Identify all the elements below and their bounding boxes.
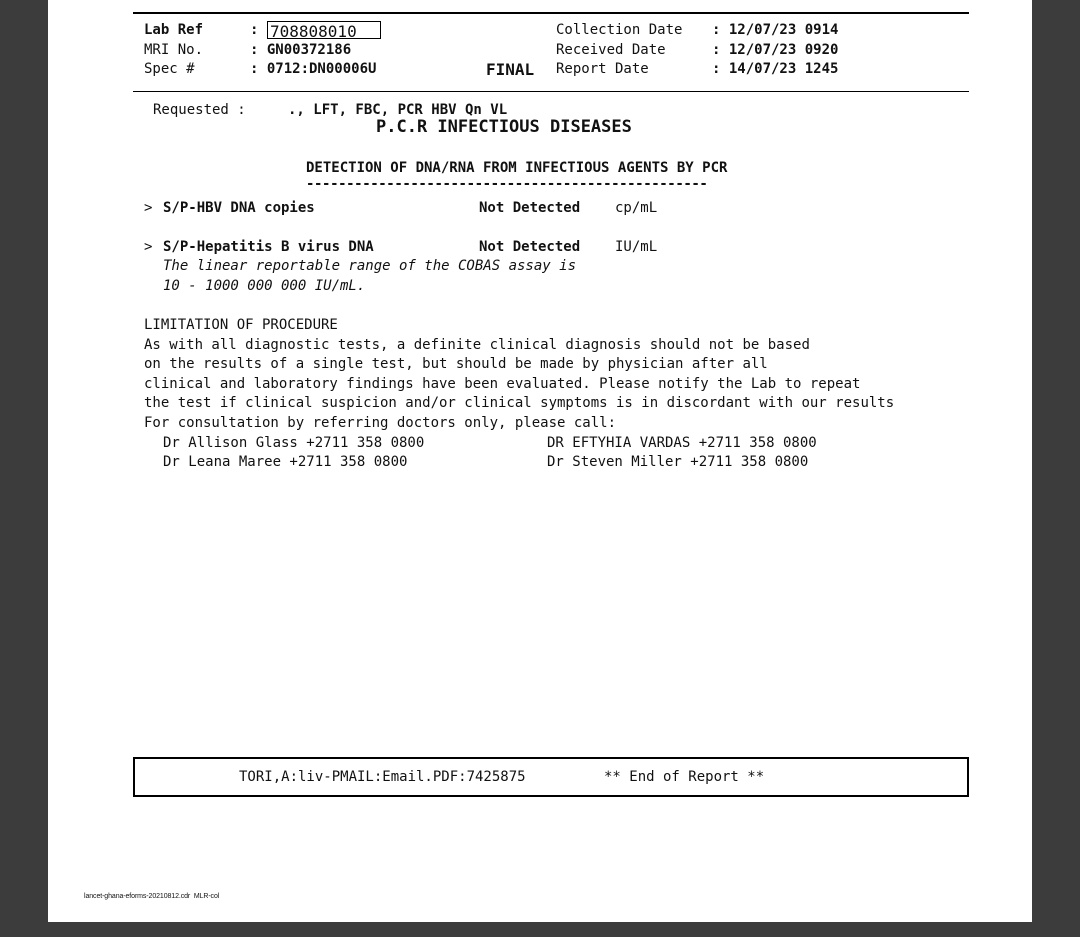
collection-date-value: : 12/07/23 0914 xyxy=(712,22,839,38)
section-title: P.C.R INFECTIOUS DISEASES xyxy=(376,117,632,137)
report-date-value: : 14/07/23 1245 xyxy=(712,61,839,77)
contact-entry: Dr Steven Miller +2711 358 0800 xyxy=(547,454,809,470)
footer-box xyxy=(133,757,969,797)
form-code: lancet-ghana-eforms-20210812.cdr MLR-col xyxy=(84,893,220,900)
requested-tests: ., LFT, FBC, PCR HBV Qn VL xyxy=(288,102,508,118)
limitation-line: As with all diagnostic tests, a definite clinical diagnosis should not be based xyxy=(144,337,810,353)
contact-entry: Dr Allison Glass +2711 358 0800 xyxy=(163,435,425,451)
range-note-line: 10 - 1000 000 000 IU/mL. xyxy=(163,278,366,294)
result-value: Not Detected xyxy=(479,239,581,255)
contact-entry: DR EFTYHIA VARDAS +2711 358 0800 xyxy=(547,435,817,451)
report-status: FINAL xyxy=(486,60,535,79)
result-marker: > xyxy=(144,239,153,255)
result-value: Not Detected xyxy=(479,200,581,216)
lab-ref-value: 708808010 xyxy=(270,22,357,41)
header-bottom-rule xyxy=(133,91,969,92)
lab-ref-box xyxy=(267,21,381,39)
range-note-line: The linear reportable range of the COBAS assay is xyxy=(163,258,577,274)
limitation-line: For consultation by referring doctors only, please call: xyxy=(144,415,617,431)
mri-label: MRI No. xyxy=(144,42,204,58)
delivery-info: TORI,A:liv-PMAIL:Email.PDF:7425875 xyxy=(239,769,526,785)
mri-value: : GN00372186 xyxy=(250,42,352,58)
report-page xyxy=(48,0,1032,922)
contact-entry: Dr Leana Maree +2711 358 0800 xyxy=(163,454,408,470)
limitation-line: on the results of a single test, but should be made by physician after all xyxy=(144,356,768,372)
requested-label: Requested : xyxy=(153,102,246,118)
report-date-label: Report Date xyxy=(556,61,649,77)
result-marker: > xyxy=(144,200,153,216)
lab-ref-colon: : xyxy=(250,22,259,38)
collection-date-label: Collection Date xyxy=(556,22,683,38)
result-name: S/P-Hepatitis B virus DNA xyxy=(163,239,374,255)
received-date-value: : 12/07/23 0920 xyxy=(712,42,839,58)
received-date-label: Received Date xyxy=(556,42,666,58)
limitation-heading: LIMITATION OF PROCEDURE xyxy=(144,317,338,333)
result-unit: cp/mL xyxy=(615,200,658,216)
pcr-subtitle-underline: -------------------------------------------------- xyxy=(306,176,708,192)
end-of-report: ** End of Report ** xyxy=(604,769,765,785)
pcr-subtitle: DETECTION OF DNA/RNA FROM INFECTIOUS AGENTS BY PCR xyxy=(306,160,728,176)
limitation-line: the test if clinical suspicion and/or clinical symptoms is in discordant with our results xyxy=(144,395,895,411)
result-unit: IU/mL xyxy=(615,239,658,255)
lab-ref-label: Lab Ref xyxy=(144,22,204,38)
limitation-line: clinical and laboratory findings have been evaluated. Please notify the Lab to repeat xyxy=(144,376,861,392)
header-top-rule xyxy=(133,12,969,14)
spec-label: Spec # xyxy=(144,61,195,77)
spec-value: : 0712:DN00006U xyxy=(250,61,377,77)
result-name: S/P-HBV DNA copies xyxy=(163,200,315,216)
